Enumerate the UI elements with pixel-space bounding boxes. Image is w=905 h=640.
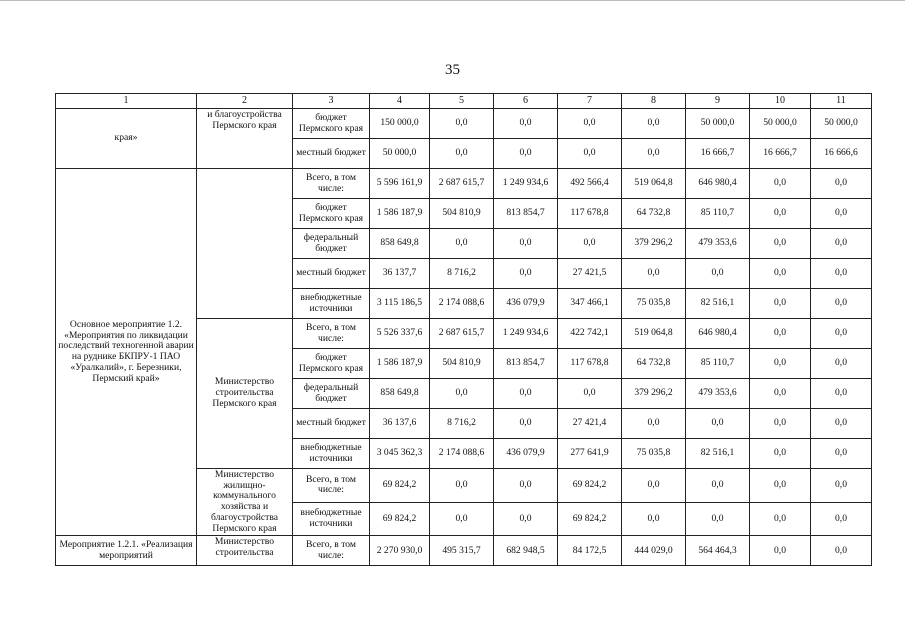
measure-name-cell: края» <box>56 109 197 169</box>
value-cell-col-8: 64 732,8 <box>622 349 686 379</box>
value-cell-col-11: 0,0 <box>811 409 872 439</box>
value-cell-col-7: 0,0 <box>558 109 622 139</box>
page-number: 35 <box>445 62 460 78</box>
value-cell-col-8: 0,0 <box>622 139 686 169</box>
funding-source-cell: бюджет Пермского края <box>293 199 370 229</box>
value-cell-col-9: 0,0 <box>686 469 750 503</box>
value-cell-col-8: 379 296,2 <box>622 229 686 259</box>
value-cell-col-11: 0,0 <box>811 319 872 349</box>
value-cell-col-6: 436 079,9 <box>494 289 558 319</box>
value-cell-col-4: 3 045 362,3 <box>370 439 430 469</box>
value-cell-col-7: 27 421,4 <box>558 409 622 439</box>
measure-name-cell: Основное мероприятие 1.2. «Мероприятия по ликвидации последствий техногенной аварии на руднике БКПРУ-1 ПАО «Уралкалий», г. Березники, Пермский край» <box>56 169 197 536</box>
value-cell-col-4: 36 137,6 <box>370 409 430 439</box>
funding-source-cell: федеральный бюджет <box>293 379 370 409</box>
table-body <box>56 109 872 566</box>
value-cell-col-8: 0,0 <box>622 259 686 289</box>
value-cell-col-6: 0,0 <box>494 469 558 503</box>
value-cell-col-6: 682 948,5 <box>494 536 558 566</box>
value-cell-col-9: 564 464,3 <box>686 536 750 566</box>
value-cell-col-4: 1 586 187,9 <box>370 349 430 379</box>
funding-source-cell: местный бюджет <box>293 409 370 439</box>
value-cell-col-11: 50 000,0 <box>811 109 872 139</box>
value-cell-col-5: 504 810,9 <box>430 349 494 379</box>
value-cell-col-10: 0,0 <box>750 502 811 536</box>
value-cell-col-10: 16 666,7 <box>750 139 811 169</box>
value-cell-col-7: 422 742,1 <box>558 319 622 349</box>
column-header-row <box>56 94 872 109</box>
table-row <box>56 109 872 139</box>
value-cell-col-9: 0,0 <box>686 259 750 289</box>
value-cell-col-10: 0,0 <box>750 439 811 469</box>
value-cell-col-9: 85 110,7 <box>686 199 750 229</box>
value-cell-col-4: 50 000,0 <box>370 139 430 169</box>
value-cell-col-7: 0,0 <box>558 379 622 409</box>
value-cell-col-5: 2 687 615,7 <box>430 319 494 349</box>
value-cell-col-10: 0,0 <box>750 289 811 319</box>
value-cell-col-8: 0,0 <box>622 502 686 536</box>
value-cell-col-4: 5 596 161,9 <box>370 169 430 199</box>
value-cell-col-7: 277 641,9 <box>558 439 622 469</box>
column-header-9: 9 <box>686 94 750 109</box>
value-cell-col-8: 519 064,8 <box>622 169 686 199</box>
value-cell-col-9: 0,0 <box>686 502 750 536</box>
column-header-10: 10 <box>750 94 811 109</box>
value-cell-col-6: 0,0 <box>494 502 558 536</box>
value-cell-col-8: 75 035,8 <box>622 289 686 319</box>
value-cell-col-7: 0,0 <box>558 139 622 169</box>
value-cell-col-7: 27 421,5 <box>558 259 622 289</box>
column-header-11: 11 <box>811 94 872 109</box>
value-cell-col-10: 0,0 <box>750 259 811 289</box>
value-cell-col-7: 69 824,2 <box>558 469 622 503</box>
value-cell-col-11: 0,0 <box>811 536 872 566</box>
value-cell-col-9: 85 110,7 <box>686 349 750 379</box>
table-row <box>56 536 872 566</box>
value-cell-col-4: 69 824,2 <box>370 469 430 503</box>
value-cell-col-6: 0,0 <box>494 379 558 409</box>
funding-source-cell: Всего, в том числе: <box>293 169 370 199</box>
value-cell-col-8: 0,0 <box>622 109 686 139</box>
value-cell-col-10: 0,0 <box>750 199 811 229</box>
value-cell-col-7: 347 466,1 <box>558 289 622 319</box>
value-cell-col-11: 0,0 <box>811 349 872 379</box>
value-cell-col-10: 0,0 <box>750 469 811 503</box>
executor-cell <box>197 169 293 319</box>
value-cell-col-6: 813 854,7 <box>494 199 558 229</box>
column-header-3: 3 <box>293 94 370 109</box>
value-cell-col-5: 2 174 088,6 <box>430 439 494 469</box>
budget-table <box>55 93 872 566</box>
funding-source-cell: бюджет Пермского края <box>293 109 370 139</box>
column-header-1: 1 <box>56 94 197 109</box>
value-cell-col-6: 1 249 934,6 <box>494 319 558 349</box>
value-cell-col-11: 0,0 <box>811 199 872 229</box>
value-cell-col-9: 0,0 <box>686 409 750 439</box>
value-cell-col-10: 0,0 <box>750 169 811 199</box>
value-cell-col-11: 0,0 <box>811 259 872 289</box>
value-cell-col-9: 50 000,0 <box>686 109 750 139</box>
value-cell-col-5: 0,0 <box>430 502 494 536</box>
value-cell-col-9: 479 353,6 <box>686 229 750 259</box>
value-cell-col-10: 0,0 <box>750 349 811 379</box>
funding-source-cell: местный бюджет <box>293 139 370 169</box>
funding-source-cell: бюджет Пермского края <box>293 349 370 379</box>
value-cell-col-7: 117 678,8 <box>558 349 622 379</box>
value-cell-col-9: 479 353,6 <box>686 379 750 409</box>
value-cell-col-6: 813 854,7 <box>494 349 558 379</box>
value-cell-col-10: 50 000,0 <box>750 109 811 139</box>
value-cell-col-5: 0,0 <box>430 379 494 409</box>
value-cell-col-6: 0,0 <box>494 259 558 289</box>
value-cell-col-10: 0,0 <box>750 229 811 259</box>
funding-source-cell: местный бюджет <box>293 259 370 289</box>
value-cell-col-6: 1 249 934,6 <box>494 169 558 199</box>
value-cell-col-6: 0,0 <box>494 409 558 439</box>
value-cell-col-11: 0,0 <box>811 229 872 259</box>
value-cell-col-9: 646 980,4 <box>686 169 750 199</box>
value-cell-col-11: 0,0 <box>811 469 872 503</box>
scan-edge-top <box>0 0 905 1</box>
value-cell-col-8: 0,0 <box>622 409 686 439</box>
executor-cell: Министерство строительства <box>197 536 293 566</box>
table-row <box>56 169 872 199</box>
funding-source-cell: внебюджетные источники <box>293 502 370 536</box>
value-cell-col-5: 8 716,2 <box>430 259 494 289</box>
value-cell-col-8: 444 029,0 <box>622 536 686 566</box>
value-cell-col-8: 0,0 <box>622 469 686 503</box>
value-cell-col-5: 0,0 <box>430 229 494 259</box>
value-cell-col-4: 36 137,7 <box>370 259 430 289</box>
value-cell-col-4: 69 824,2 <box>370 502 430 536</box>
funding-source-cell: внебюджетные источники <box>293 289 370 319</box>
value-cell-col-9: 646 980,4 <box>686 319 750 349</box>
funding-source-cell: внебюджетные источники <box>293 439 370 469</box>
column-header-7: 7 <box>558 94 622 109</box>
value-cell-col-5: 495 315,7 <box>430 536 494 566</box>
value-cell-col-10: 0,0 <box>750 536 811 566</box>
value-cell-col-7: 69 824,2 <box>558 502 622 536</box>
value-cell-col-11: 0,0 <box>811 502 872 536</box>
value-cell-col-5: 2 687 615,7 <box>430 169 494 199</box>
measure-name-cell: Мероприятие 1.2.1. «Реализация мероприятий <box>56 536 197 566</box>
column-header-4: 4 <box>370 94 430 109</box>
value-cell-col-7: 84 172,5 <box>558 536 622 566</box>
value-cell-col-5: 504 810,9 <box>430 199 494 229</box>
value-cell-col-8: 75 035,8 <box>622 439 686 469</box>
funding-source-cell: Всего, в том числе: <box>293 319 370 349</box>
value-cell-col-4: 858 649,8 <box>370 229 430 259</box>
value-cell-col-11: 0,0 <box>811 439 872 469</box>
value-cell-col-6: 436 079,9 <box>494 439 558 469</box>
value-cell-col-5: 0,0 <box>430 139 494 169</box>
value-cell-col-7: 492 566,4 <box>558 169 622 199</box>
value-cell-col-5: 8 716,2 <box>430 409 494 439</box>
column-header-6: 6 <box>494 94 558 109</box>
value-cell-col-7: 0,0 <box>558 229 622 259</box>
column-header-2: 2 <box>197 94 293 109</box>
value-cell-col-9: 82 516,1 <box>686 289 750 319</box>
column-header-5: 5 <box>430 94 494 109</box>
executor-cell: Министерство строительства Пермского края <box>197 319 293 469</box>
value-cell-col-5: 0,0 <box>430 469 494 503</box>
value-cell-col-8: 519 064,8 <box>622 319 686 349</box>
value-cell-col-4: 3 115 186,5 <box>370 289 430 319</box>
value-cell-col-6: 0,0 <box>494 229 558 259</box>
value-cell-col-9: 16 666,7 <box>686 139 750 169</box>
value-cell-col-4: 858 649,8 <box>370 379 430 409</box>
value-cell-col-5: 2 174 088,6 <box>430 289 494 319</box>
funding-source-cell: федеральный бюджет <box>293 229 370 259</box>
value-cell-col-11: 0,0 <box>811 379 872 409</box>
value-cell-col-11: 16 666,6 <box>811 139 872 169</box>
value-cell-col-8: 379 296,2 <box>622 379 686 409</box>
funding-source-cell: Всего, в том числе: <box>293 536 370 566</box>
value-cell-col-8: 64 732,8 <box>622 199 686 229</box>
column-header-8: 8 <box>622 94 686 109</box>
value-cell-col-10: 0,0 <box>750 379 811 409</box>
executor-cell: и благоустройства Пермского края <box>197 109 293 169</box>
value-cell-col-4: 5 526 337,6 <box>370 319 430 349</box>
value-cell-col-11: 0,0 <box>811 289 872 319</box>
executor-cell: Министерство жилищно-коммунального хозяйства и благоустройства Пермского края <box>197 469 293 536</box>
value-cell-col-7: 117 678,8 <box>558 199 622 229</box>
value-cell-col-4: 2 270 930,0 <box>370 536 430 566</box>
value-cell-col-11: 0,0 <box>811 169 872 199</box>
value-cell-col-10: 0,0 <box>750 409 811 439</box>
value-cell-col-4: 1 586 187,9 <box>370 199 430 229</box>
value-cell-col-6: 0,0 <box>494 109 558 139</box>
value-cell-col-6: 0,0 <box>494 139 558 169</box>
value-cell-col-4: 150 000,0 <box>370 109 430 139</box>
value-cell-col-10: 0,0 <box>750 319 811 349</box>
value-cell-col-9: 82 516,1 <box>686 439 750 469</box>
value-cell-col-5: 0,0 <box>430 109 494 139</box>
funding-source-cell: Всего, в том числе: <box>293 469 370 503</box>
